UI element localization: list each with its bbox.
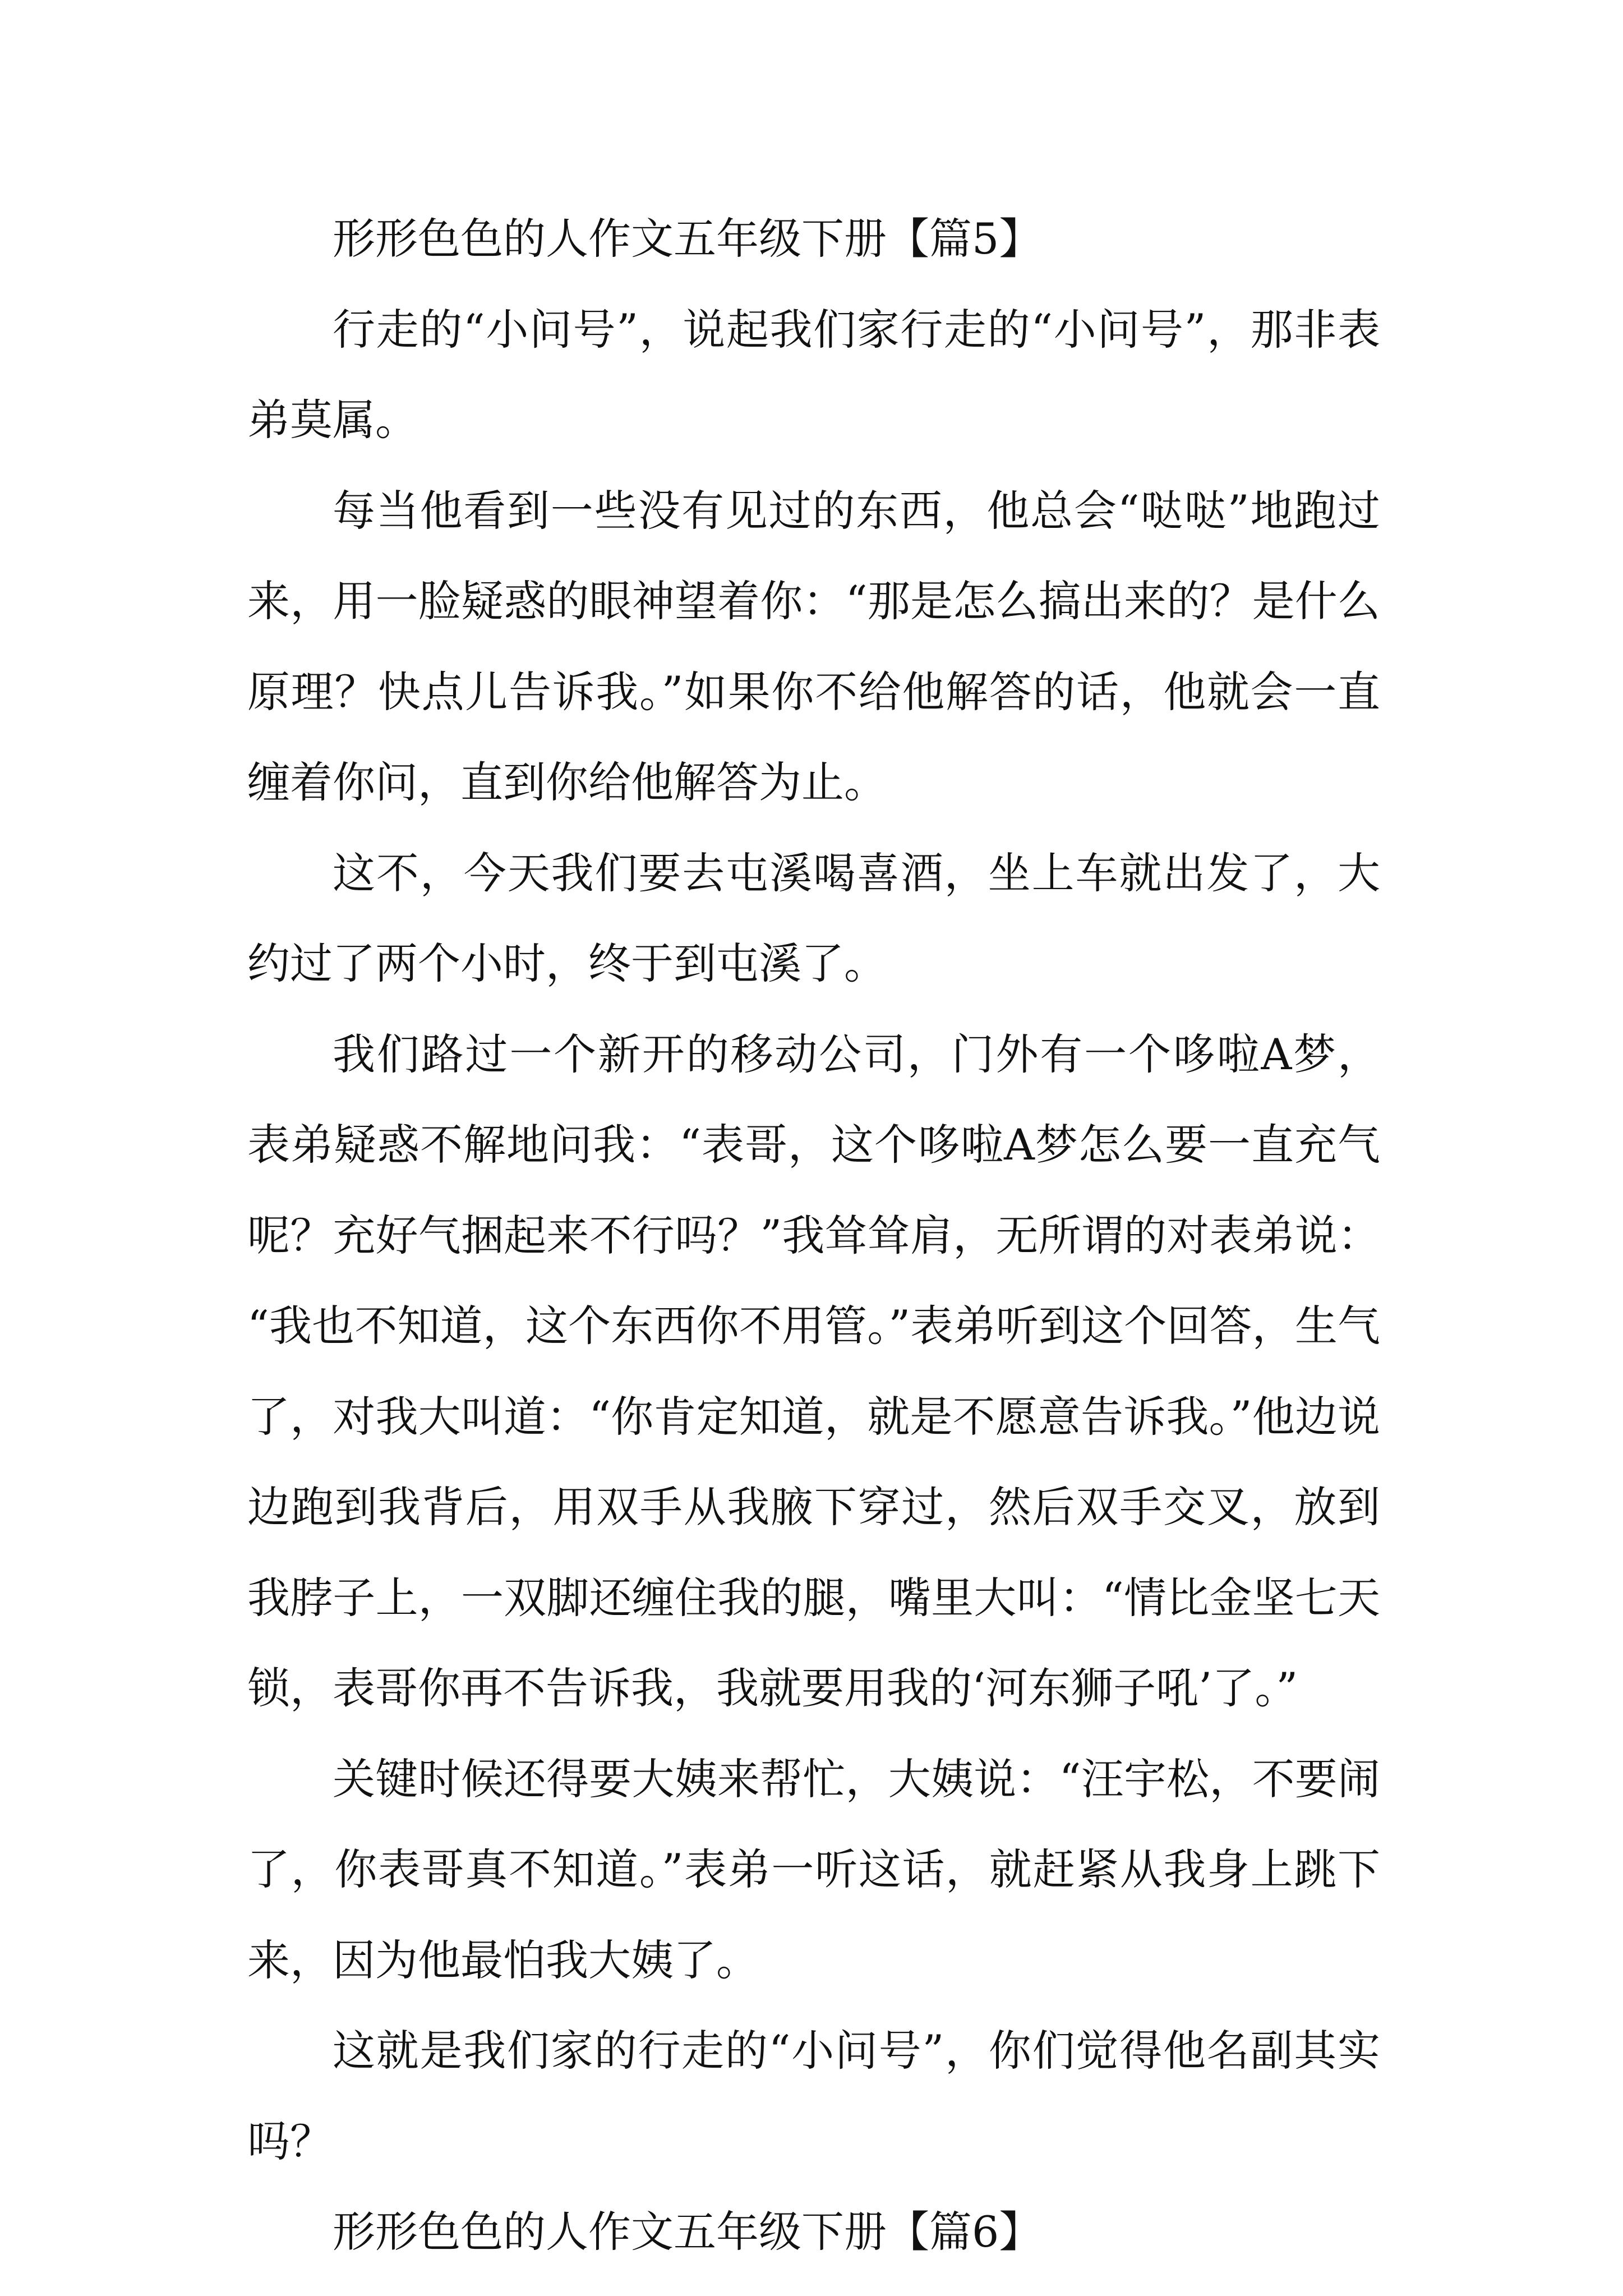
paragraph-1: 行走的“小问号”，说起我们家行走的“小问号”，那非表弟莫属。 bbox=[247, 304, 1380, 445]
paragraph-5: 关键时候还得要大姨来帮忙，大姨说：“汪宇松，不要闹了，你表哥真不知道。”表弟一听这话，就赶紧从我身上跳下来，因为他最怕我大姨了。 bbox=[247, 1754, 1380, 1985]
paragraph-4: 我们路过一个新开的移动公司，门外有一个哆啦A梦，表弟疑惑不解地问我：“表哥，这个哆啦A梦怎么要一直充气呢？充好气捆起来不行吗？”我耸耸肩，无所谓的对表弟说：“我也不知道，这个东西你不用管。”表弟听到这个回答，生气了，对我大叫道：“你肯定知道，就是不愿意告诉我。”他边说边跑到我背后，用双手从我腋下穿过，然后双手交叉，放到我脖子上，一双脚还缠住我的腿，嘴里大叫：“情比金坚七天锁，表哥你再不告诉我，我就要用我的‘河东狮子吼’了。” bbox=[247, 1029, 1380, 1713]
paragraph-2: 每当他看到一些没有见过的东西，他总会“哒哒”地跑过来，用一脸疑惑的眼神望着你：“那是怎么搞出来的？是什么原理？快点儿告诉我。”如果你不给他解答的话，他就会一直缠着你问，直到你给他解答为止。 bbox=[247, 485, 1380, 807]
paragraph-6: 这就是我们家的行走的“小问号”，你们觉得他名副其实吗？ bbox=[247, 2026, 1380, 2166]
document-page bbox=[247, 194, 1380, 2277]
section-heading-6: 形形色色的人作文五年级下册【篇6】 bbox=[333, 2207, 1042, 2257]
section-heading-5: 形形色色的人作文五年级下册【篇5】 bbox=[333, 214, 1042, 264]
paragraph-3: 这不，今天我们要去屯溪喝喜酒，坐上车就出发了，大约过了两个小时，终于到屯溪了。 bbox=[247, 848, 1380, 988]
